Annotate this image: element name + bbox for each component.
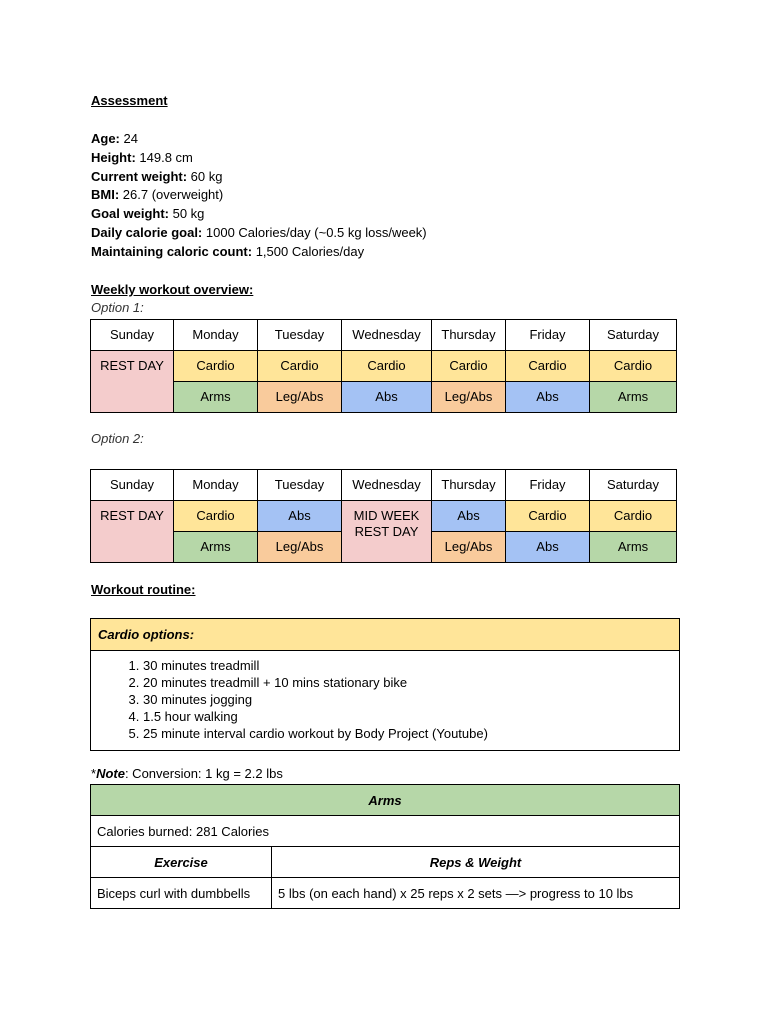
leg-abs-cell: Leg/Abs bbox=[258, 382, 342, 413]
list-item: 5. 25 minute interval cardio workout by Body Project (Youtube) bbox=[143, 725, 679, 742]
note-text: : Conversion: 1 kg = 2.2 lbs bbox=[124, 766, 283, 781]
cardio-cell: Cardio bbox=[174, 501, 258, 532]
age-label: Age: bbox=[91, 131, 120, 146]
abs-cell: Abs bbox=[432, 501, 506, 532]
height-label: Height: bbox=[91, 150, 136, 165]
day-header: Sunday bbox=[91, 320, 174, 351]
option-1-days-row bbox=[91, 320, 677, 351]
conversion-note bbox=[91, 766, 283, 782]
cardio-options-title: Cardio options: bbox=[91, 619, 679, 651]
option-1-table bbox=[90, 319, 677, 413]
arms-title: Arms bbox=[91, 785, 680, 816]
cardio-cell: Cardio bbox=[174, 351, 258, 382]
daily-calorie-goal-line bbox=[91, 225, 427, 241]
day-header: Friday bbox=[506, 320, 590, 351]
cardio-cell: Cardio bbox=[342, 351, 432, 382]
assessment-heading: Assessment bbox=[91, 93, 168, 108]
arms-cell: Arms bbox=[174, 532, 258, 563]
rest-day-cell: REST DAY bbox=[91, 501, 174, 563]
table-row bbox=[91, 878, 680, 909]
exercise-cell: Biceps curl with dumbbells bbox=[91, 878, 272, 909]
note-label: Note bbox=[96, 766, 125, 781]
day-header: Friday bbox=[506, 470, 590, 501]
arms-calories: Calories burned: 281 Calories bbox=[91, 816, 680, 847]
arms-calories-row bbox=[91, 816, 680, 847]
arms-table bbox=[90, 784, 680, 909]
abs-cell: Abs bbox=[506, 382, 590, 413]
goal-weight-line bbox=[91, 206, 204, 222]
bmi-label: BMI: bbox=[91, 187, 120, 202]
day-header: Monday bbox=[174, 320, 258, 351]
leg-abs-cell: Leg/Abs bbox=[432, 532, 506, 563]
option-2-row-1 bbox=[91, 501, 677, 532]
option-1-label: Option 1: bbox=[91, 300, 144, 315]
option-2-label: Option 2: bbox=[91, 431, 144, 446]
day-header: Sunday bbox=[91, 470, 174, 501]
cardio-cell: Cardio bbox=[432, 351, 506, 382]
cardio-cell: Cardio bbox=[506, 351, 590, 382]
cardio-cell: Cardio bbox=[506, 501, 590, 532]
day-header: Thursday bbox=[432, 320, 506, 351]
cardio-cell: Cardio bbox=[258, 351, 342, 382]
cardio-options-box bbox=[90, 618, 680, 751]
list-item: 2. 20 minutes treadmill + 10 mins stationary bike bbox=[143, 674, 679, 691]
arms-cell: Arms bbox=[590, 382, 677, 413]
maintaining-calories-line bbox=[91, 244, 364, 260]
bmi-line bbox=[91, 187, 223, 203]
option-1-row-2 bbox=[91, 382, 677, 413]
arms-cell: Arms bbox=[590, 532, 677, 563]
mid-week-line-1: MID WEEK bbox=[353, 508, 420, 523]
day-header: Tuesday bbox=[258, 320, 342, 351]
exercise-column-header: Exercise bbox=[91, 847, 272, 878]
option-2-table bbox=[90, 469, 677, 563]
daily-calorie-goal-label: Daily calorie goal: bbox=[91, 225, 203, 240]
reps-weight-column-header: Reps & Weight bbox=[272, 847, 680, 878]
maintaining-calories-label: Maintaining caloric count: bbox=[91, 244, 253, 259]
bmi-value: 26.7 (overweight) bbox=[119, 187, 224, 202]
height-line bbox=[91, 150, 193, 166]
weekly-overview-heading: Weekly workout overview: bbox=[91, 282, 254, 297]
arms-header-row bbox=[91, 847, 680, 878]
day-header: Wednesday bbox=[342, 320, 432, 351]
cardio-cell: Cardio bbox=[590, 501, 677, 532]
list-item: 3. 30 minutes jogging bbox=[143, 691, 679, 708]
list-item: 4. 1.5 hour walking bbox=[143, 708, 679, 725]
list-item: 1. 30 minutes treadmill bbox=[143, 657, 679, 674]
day-header: Tuesday bbox=[258, 470, 342, 501]
mid-week-rest-cell bbox=[342, 501, 432, 563]
arms-title-row bbox=[91, 785, 680, 816]
note-prefix: * bbox=[91, 766, 97, 781]
height-value: 149.8 cm bbox=[135, 150, 193, 165]
daily-calorie-goal-value: 1000 Calories/day (~0.5 kg loss/week) bbox=[202, 225, 427, 240]
reps-weight-cell: 5 lbs (on each hand) x 25 reps x 2 sets —> progress to 10 lbs bbox=[272, 878, 680, 909]
day-header: Saturday bbox=[590, 320, 677, 351]
maintaining-calories-value: 1,500 Calories/day bbox=[252, 244, 365, 259]
arms-cell: Arms bbox=[174, 382, 258, 413]
current-weight-label: Current weight: bbox=[91, 169, 188, 184]
age-line bbox=[91, 131, 138, 147]
cardio-options-list bbox=[91, 657, 679, 742]
mid-week-line-2: REST DAY bbox=[354, 524, 419, 539]
goal-weight-value: 50 kg bbox=[169, 206, 205, 221]
age-value: 24 bbox=[119, 131, 138, 146]
option-2-days-row bbox=[91, 470, 677, 501]
day-header: Monday bbox=[174, 470, 258, 501]
workout-routine-heading: Workout routine: bbox=[91, 582, 196, 597]
abs-cell: Abs bbox=[506, 532, 590, 563]
leg-abs-cell: Leg/Abs bbox=[258, 532, 342, 563]
option-1-row-1 bbox=[91, 351, 677, 382]
day-header: Thursday bbox=[432, 470, 506, 501]
leg-abs-cell: Leg/Abs bbox=[432, 382, 506, 413]
day-header: Saturday bbox=[590, 470, 677, 501]
abs-cell: Abs bbox=[258, 501, 342, 532]
current-weight-line bbox=[91, 169, 222, 185]
rest-day-cell: REST DAY bbox=[91, 351, 174, 413]
cardio-cell: Cardio bbox=[590, 351, 677, 382]
abs-cell: Abs bbox=[342, 382, 432, 413]
goal-weight-label: Goal weight: bbox=[91, 206, 169, 221]
current-weight-value: 60 kg bbox=[187, 169, 223, 184]
day-header: Wednesday bbox=[342, 470, 432, 501]
